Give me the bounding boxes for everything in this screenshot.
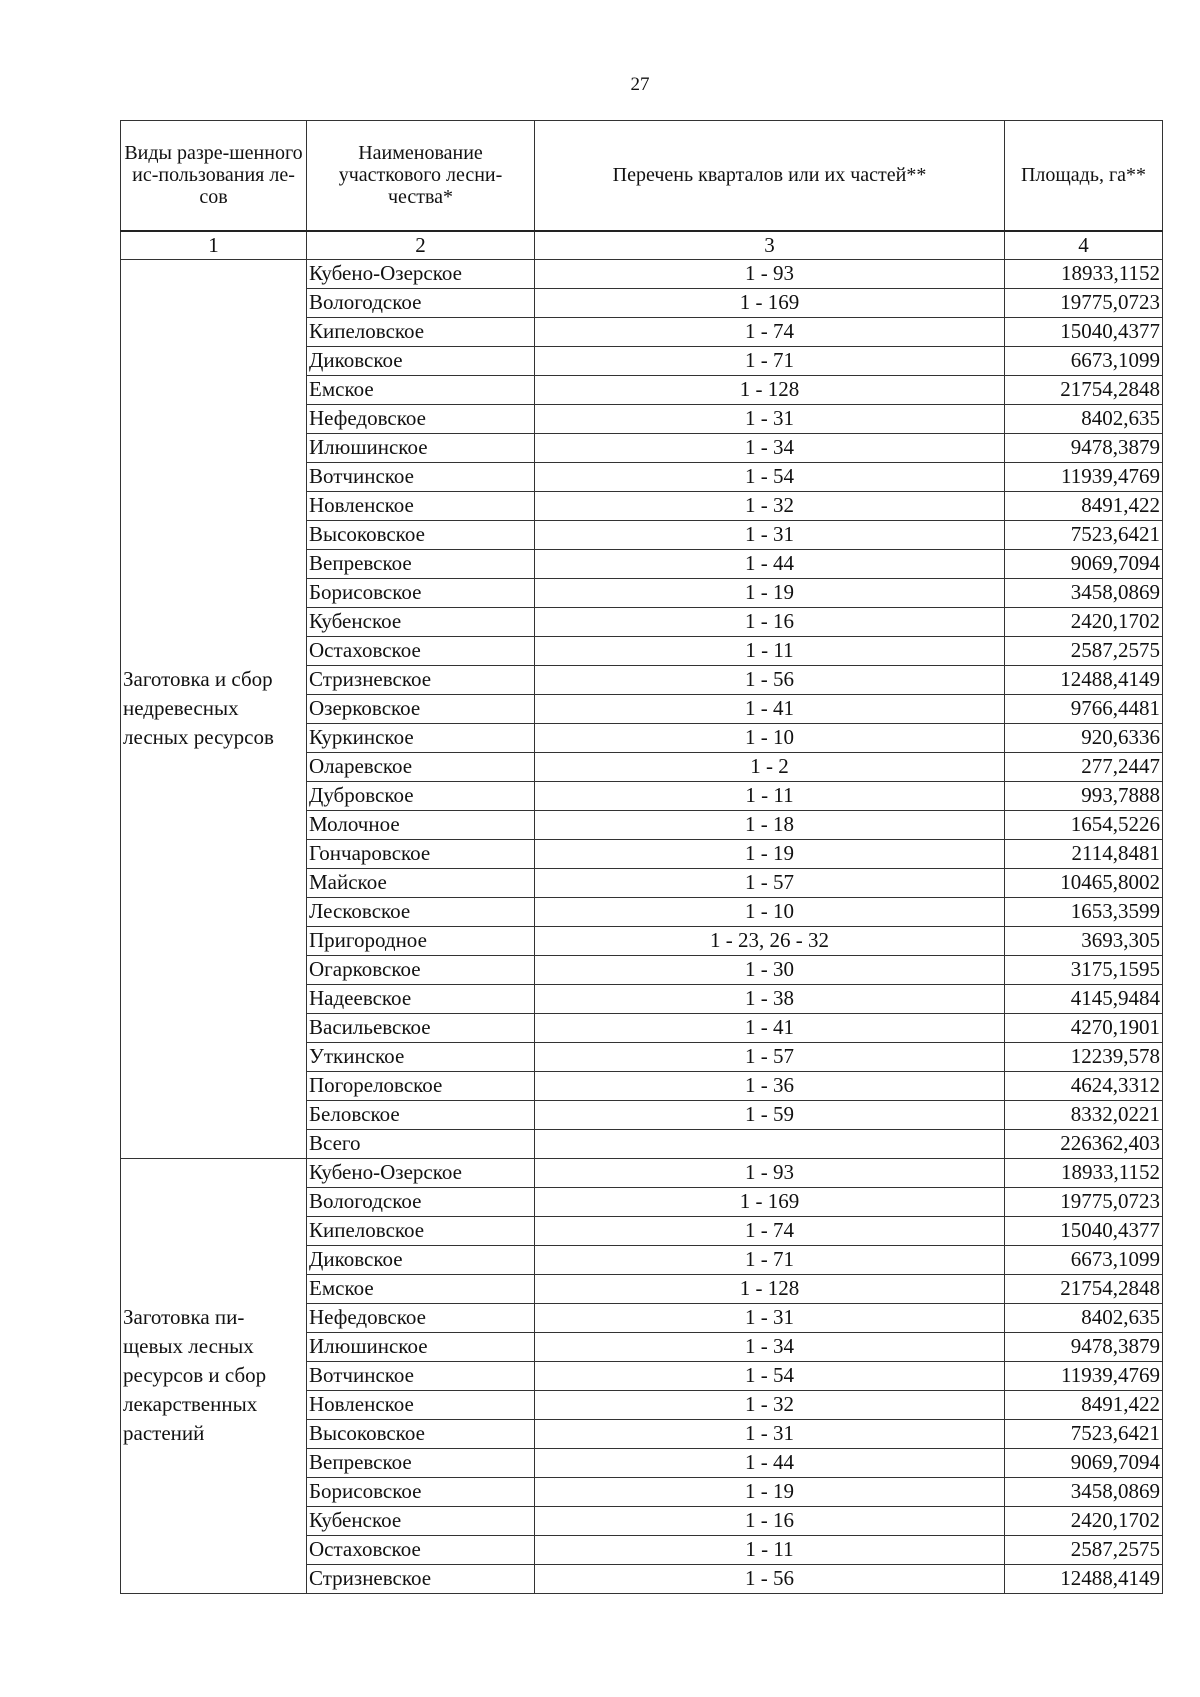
- quarters-cell: 1 - 59: [535, 1100, 1005, 1129]
- area-cell: 8491,422: [1005, 491, 1163, 520]
- column-number: 1: [121, 231, 307, 260]
- quarters-cell: 1 - 16: [535, 607, 1005, 636]
- quarters-cell: 1 - 2: [535, 752, 1005, 781]
- forestry-name-cell: Оларевское: [307, 752, 535, 781]
- quarters-cell: 1 - 16: [535, 1506, 1005, 1535]
- quarters-cell: 1 - 23, 26 - 32: [535, 926, 1005, 955]
- quarters-cell: 1 - 41: [535, 1013, 1005, 1042]
- area-cell: 7523,6421: [1005, 1419, 1163, 1448]
- forestry-name-cell: Огарковское: [307, 955, 535, 984]
- forestry-name-cell: Гончаровское: [307, 839, 535, 868]
- quarters-cell: 1 - 56: [535, 1564, 1005, 1593]
- quarters-cell: 1 - 10: [535, 723, 1005, 752]
- forestry-name-cell: Беловское: [307, 1100, 535, 1129]
- area-cell: 3175,1595: [1005, 955, 1163, 984]
- forestry-name-cell: Вологодское: [307, 1187, 535, 1216]
- forestry-name-cell: Кубенское: [307, 607, 535, 636]
- quarters-cell: 1 - 41: [535, 694, 1005, 723]
- forestry-name-cell: Васильевское: [307, 1013, 535, 1042]
- quarters-cell: 1 - 19: [535, 578, 1005, 607]
- forestry-name-cell: Вепревское: [307, 1448, 535, 1477]
- forestry-name-cell: Емское: [307, 1274, 535, 1303]
- forestry-name-cell: Погореловское: [307, 1071, 535, 1100]
- quarters-cell: 1 - 57: [535, 868, 1005, 897]
- table-header-row: [121, 121, 1163, 231]
- forestry-name-cell: Высоковское: [307, 520, 535, 549]
- forestry-name-cell: Вотчинское: [307, 1361, 535, 1390]
- quarters-cell: 1 - 11: [535, 636, 1005, 665]
- column-number-row: [121, 231, 1163, 260]
- header-forestry-name: Наименование участкового лесни-чества*: [307, 121, 535, 231]
- forestry-name-cell: Озерковское: [307, 694, 535, 723]
- forestry-name-cell: Надеевское: [307, 984, 535, 1013]
- table-row: [121, 259, 1163, 288]
- area-cell: 3458,0869: [1005, 578, 1163, 607]
- area-cell: 12488,4149: [1005, 1564, 1163, 1593]
- table-body: [121, 259, 1163, 1593]
- header-use-type: Виды разре-шенного ис-пользования ле-сов: [121, 121, 307, 231]
- quarters-cell: 1 - 93: [535, 259, 1005, 288]
- area-cell: 2587,2575: [1005, 636, 1163, 665]
- quarters-cell: 1 - 18: [535, 810, 1005, 839]
- forestry-name-cell: Остаховское: [307, 636, 535, 665]
- area-cell: 12239,578: [1005, 1042, 1163, 1071]
- forestry-name-cell: Илюшинское: [307, 433, 535, 462]
- forestry-name-cell: Вотчинское: [307, 462, 535, 491]
- area-cell: 6673,1099: [1005, 346, 1163, 375]
- forestry-name-cell: Майское: [307, 868, 535, 897]
- forestry-name-cell: Новленское: [307, 1390, 535, 1419]
- area-cell: 15040,4377: [1005, 317, 1163, 346]
- quarters-cell: 1 - 31: [535, 404, 1005, 433]
- quarters-cell: 1 - 71: [535, 346, 1005, 375]
- area-cell: 4270,1901: [1005, 1013, 1163, 1042]
- column-number: 2: [307, 231, 535, 260]
- quarters-cell: 1 - 32: [535, 491, 1005, 520]
- forestry-name-cell: Всего: [307, 1129, 535, 1158]
- area-cell: 21754,2848: [1005, 375, 1163, 404]
- forestry-name-cell: Вепревское: [307, 549, 535, 578]
- forestry-name-cell: Нефедовское: [307, 404, 535, 433]
- quarters-cell: 1 - 54: [535, 462, 1005, 491]
- quarters-cell: 1 - 11: [535, 781, 1005, 810]
- area-cell: 2587,2575: [1005, 1535, 1163, 1564]
- area-cell: 3693,305: [1005, 926, 1163, 955]
- quarters-cell: 1 - 11: [535, 1535, 1005, 1564]
- area-cell: 21754,2848: [1005, 1274, 1163, 1303]
- quarters-cell: 1 - 44: [535, 549, 1005, 578]
- use-type-cell: Заготовка пи-щевых лесных ресурсов и сбор лекарственных растений: [121, 1158, 307, 1593]
- area-cell: 3458,0869: [1005, 1477, 1163, 1506]
- quarters-cell: 1 - 56: [535, 665, 1005, 694]
- forestry-name-cell: Высоковское: [307, 1419, 535, 1448]
- area-cell: 18933,1152: [1005, 259, 1163, 288]
- page-number: 27: [630, 74, 650, 95]
- forestry-name-cell: Илюшинское: [307, 1332, 535, 1361]
- quarters-cell: 1 - 169: [535, 1187, 1005, 1216]
- quarters-cell: 1 - 34: [535, 1332, 1005, 1361]
- forestry-name-cell: Кубено-Озерское: [307, 259, 535, 288]
- quarters-cell: 1 - 32: [535, 1390, 1005, 1419]
- quarters-cell: 1 - 34: [535, 433, 1005, 462]
- forestry-name-cell: Кипеловское: [307, 1216, 535, 1245]
- forestry-name-cell: Остаховское: [307, 1535, 535, 1564]
- forestry-name-cell: Борисовское: [307, 578, 535, 607]
- quarters-cell: 1 - 54: [535, 1361, 1005, 1390]
- forestry-name-cell: Диковское: [307, 1245, 535, 1274]
- quarters-cell: 1 - 44: [535, 1448, 1005, 1477]
- area-cell: 4145,9484: [1005, 984, 1163, 1013]
- forestry-name-cell: Пригородное: [307, 926, 535, 955]
- area-cell: 9069,7094: [1005, 549, 1163, 578]
- area-cell: 2420,1702: [1005, 1506, 1163, 1535]
- forestry-name-cell: Новленское: [307, 491, 535, 520]
- table-row: [121, 1158, 1163, 1187]
- quarters-cell: 1 - 128: [535, 375, 1005, 404]
- area-cell: 11939,4769: [1005, 1361, 1163, 1390]
- area-cell: 7523,6421: [1005, 520, 1163, 549]
- quarters-cell: [535, 1129, 1005, 1158]
- forestry-name-cell: Дубровское: [307, 781, 535, 810]
- quarters-cell: 1 - 31: [535, 1303, 1005, 1332]
- quarters-cell: 1 - 19: [535, 1477, 1005, 1506]
- area-cell: 19775,0723: [1005, 288, 1163, 317]
- quarters-cell: 1 - 74: [535, 317, 1005, 346]
- area-cell: 8491,422: [1005, 1390, 1163, 1419]
- forestry-name-cell: Кубенское: [307, 1506, 535, 1535]
- quarters-cell: 1 - 19: [535, 839, 1005, 868]
- quarters-cell: 1 - 74: [535, 1216, 1005, 1245]
- area-cell: 1654,5226: [1005, 810, 1163, 839]
- quarters-cell: 1 - 10: [535, 897, 1005, 926]
- area-cell: 15040,4377: [1005, 1216, 1163, 1245]
- forestry-name-cell: Куркинское: [307, 723, 535, 752]
- quarters-cell: 1 - 31: [535, 520, 1005, 549]
- area-cell: 8332,0221: [1005, 1100, 1163, 1129]
- area-cell: 2114,8481: [1005, 839, 1163, 868]
- area-cell: 18933,1152: [1005, 1158, 1163, 1187]
- quarters-cell: 1 - 71: [535, 1245, 1005, 1274]
- area-cell: 10465,8002: [1005, 868, 1163, 897]
- forestry-name-cell: Нефедовское: [307, 1303, 535, 1332]
- column-number: 4: [1005, 231, 1163, 260]
- forestry-name-cell: Кипеловское: [307, 317, 535, 346]
- quarters-cell: 1 - 128: [535, 1274, 1005, 1303]
- forestry-name-cell: Молочное: [307, 810, 535, 839]
- forestry-name-cell: Кубено-Озерское: [307, 1158, 535, 1187]
- forestry-name-cell: Борисовское: [307, 1477, 535, 1506]
- use-type-cell: Заготовка и сбор недревесных лесных ресурсов: [121, 259, 307, 1158]
- quarters-cell: 1 - 57: [535, 1042, 1005, 1071]
- area-cell: 19775,0723: [1005, 1187, 1163, 1216]
- area-cell: 2420,1702: [1005, 607, 1163, 636]
- forestry-name-cell: Диковское: [307, 346, 535, 375]
- forestry-name-cell: Вологодское: [307, 288, 535, 317]
- area-cell: 920,6336: [1005, 723, 1163, 752]
- area-cell: 8402,635: [1005, 1303, 1163, 1332]
- area-cell: 12488,4149: [1005, 665, 1163, 694]
- header-quarters: Перечень кварталов или их частей**: [535, 121, 1005, 231]
- forestry-name-cell: Стризневское: [307, 665, 535, 694]
- area-cell: 993,7888: [1005, 781, 1163, 810]
- area-cell: 1653,3599: [1005, 897, 1163, 926]
- area-cell: 9766,4481: [1005, 694, 1163, 723]
- area-cell: 9478,3879: [1005, 1332, 1163, 1361]
- area-cell: 8402,635: [1005, 404, 1163, 433]
- area-cell: 9069,7094: [1005, 1448, 1163, 1477]
- area-cell: 11939,4769: [1005, 462, 1163, 491]
- column-number: 3: [535, 231, 1005, 260]
- quarters-cell: 1 - 169: [535, 288, 1005, 317]
- quarters-cell: 1 - 30: [535, 955, 1005, 984]
- area-cell: 6673,1099: [1005, 1245, 1163, 1274]
- area-cell: 9478,3879: [1005, 433, 1163, 462]
- forestry-name-cell: Емское: [307, 375, 535, 404]
- area-cell: 277,2447: [1005, 752, 1163, 781]
- quarters-cell: 1 - 36: [535, 1071, 1005, 1100]
- quarters-cell: 1 - 38: [535, 984, 1005, 1013]
- quarters-cell: 1 - 31: [535, 1419, 1005, 1448]
- area-cell: 4624,3312: [1005, 1071, 1163, 1100]
- forestry-name-cell: Стризневское: [307, 1564, 535, 1593]
- area-cell: 226362,403: [1005, 1129, 1163, 1158]
- forestry-name-cell: Лесковское: [307, 897, 535, 926]
- header-area: Площадь, га**: [1005, 121, 1163, 231]
- forest-use-table: [120, 120, 1163, 1594]
- quarters-cell: 1 - 93: [535, 1158, 1005, 1187]
- forestry-name-cell: Уткинское: [307, 1042, 535, 1071]
